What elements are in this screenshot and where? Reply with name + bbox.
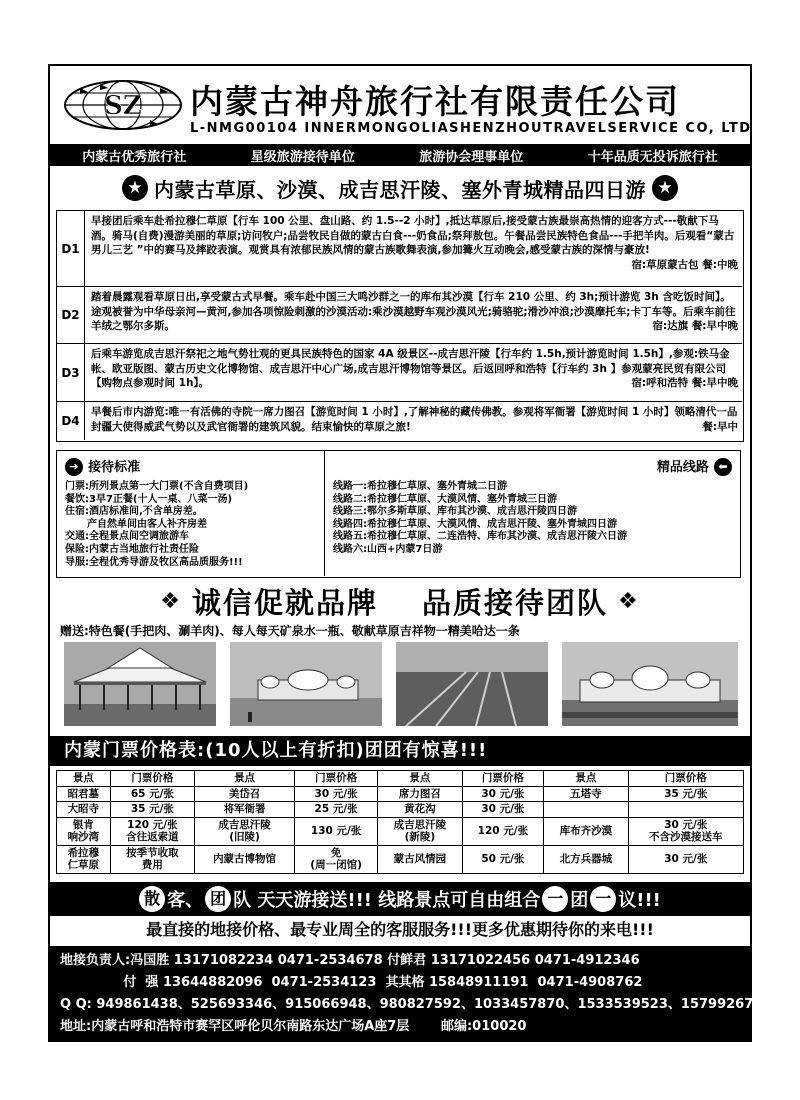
tagline-bar <box>50 144 750 166</box>
table-cell: 120 元/张 <box>462 817 543 845</box>
table-cell: 30 元/张 <box>462 786 543 802</box>
day-label: D3 <box>57 344 85 401</box>
standard-item: 导服:全程优秀导游及牧区高品质服务!!! <box>65 556 243 568</box>
table-cell: 25 元/张 <box>295 802 378 818</box>
table-row <box>57 817 744 845</box>
table-cell: 席力图召 <box>378 786 462 802</box>
day-stay-meals: 宿:呼和浩特 餐:早中晚 <box>631 377 738 389</box>
table-cell: 北方兵器城 <box>544 845 628 873</box>
tagline: 星级旅游接待单位 <box>250 149 355 165</box>
standards-list <box>65 481 248 569</box>
itinerary-table <box>56 210 744 442</box>
svg-text:SZ: SZ <box>104 91 142 121</box>
table-cell: 130 元/张 <box>295 817 378 845</box>
table-cell: 30 元/张 <box>628 845 743 873</box>
standards-heading <box>65 456 140 476</box>
table-header-cell: 景点 <box>57 771 111 787</box>
featured-routes <box>325 451 740 576</box>
transfer-text: 客、 <box>167 890 204 911</box>
circle-char: 一 <box>542 886 568 912</box>
contact-line: 付 强 13644882096 0471-2534123 其其格 15848911191 0471-4908762 <box>60 975 643 990</box>
table-cell: 美岱召 <box>195 786 295 802</box>
tour-title-row <box>50 170 750 206</box>
table-row <box>57 802 744 818</box>
yurt-pavilion-photo <box>64 642 216 726</box>
day-description <box>91 214 738 272</box>
table-cell: 30 元/张 <box>295 786 378 802</box>
route-item: 线路三:鄂尔多斯草原、库布其沙漠、成吉思汗陵四日游 <box>333 506 577 518</box>
table-cell: 蒙古风情园 <box>378 845 462 873</box>
table-cell <box>544 802 628 818</box>
standard-item: 产自然单间由客人补齐房差 <box>87 518 207 530</box>
table-cell: 五塔寺 <box>544 786 628 802</box>
table-cell: 内蒙古博物馆 <box>195 845 295 873</box>
service-slogan: 最直接的地接价格、最专业周全的客服服务!!!更多优惠期待你的来电!!! <box>50 916 750 944</box>
table-cell: 免 (周一闭馆) <box>295 845 378 873</box>
arrow-right-icon: ➔ <box>65 458 83 476</box>
flyer-page <box>48 64 772 1042</box>
table-cell: 银肯 响沙湾 <box>57 817 111 845</box>
company-logo <box>60 76 186 134</box>
table-header-cell: 景点 <box>378 771 462 787</box>
route-item: 线路二:希拉穆仁草原、大漠风情、塞外青城三日游 <box>333 493 557 505</box>
tour-title: 内蒙古草原、沙漠、成吉思汗陵、塞外青城精品四日游 <box>154 177 646 202</box>
day-stay-meals: 宿:达旗 餐:早中晚 <box>652 320 738 332</box>
price-table-title: 内蒙门票价格表:(10人以上有折扣)团团有惊喜!!! <box>50 736 750 766</box>
table-header-cell: 门票价格 <box>462 771 543 787</box>
standard-item: 保险:内蒙古当地旅行社责任险 <box>65 543 199 555</box>
day-description <box>91 405 738 434</box>
day-text: 早接团后乘车赴希拉穆仁草原【行车 100 公里、盘山路、约 1.5--2 小时】,抵达草原后,接受蒙古族最崇高热情的迎客方式---敬献下马酒。骑马(自费)漫游美丽的草原;访问牧户;品尝牧民自做的蒙古白食---奶食品;祭拜敖包。午餐品尝民族特色食品---手把羊肉。后观看“蒙古男儿三艺 ”中的赛马及摔跤表演。观赏具有浓郁民族风情的蒙古族歌舞表演,参加篝火互动晚会,感受蒙古族的深情与豪放! <box>91 215 735 256</box>
diamond-ornament-icon: ❖ <box>160 588 182 614</box>
table-cell: 大昭寺 <box>57 802 111 818</box>
slogan <box>50 581 750 621</box>
diamond-ornament-icon: ❖ <box>618 588 640 614</box>
contact-line: 地接负责人:冯国胜 13171082234 0471-2534678 付鲜君 13171022456 0471-4912346 <box>60 953 640 968</box>
route-item: 线路六:山西+内蒙7日游 <box>333 543 443 555</box>
star-icon: ★ <box>652 175 678 201</box>
table-header-cell: 门票价格 <box>628 771 743 787</box>
price-table-body <box>57 786 744 873</box>
table-header-row <box>57 771 744 787</box>
route-item: 线路五:希拉穆仁草原、二连浩特、库布其沙漠、成吉思汗陵六日游 <box>333 531 627 543</box>
standard-item: 门票:所列景点第一大门票(不含自费项目) <box>65 481 249 492</box>
contact-block <box>50 946 772 1042</box>
table-cell: 成吉思汗陵 (新陵) <box>378 817 462 845</box>
day-stay-meals: 宿:草原蒙古包 餐:中晚 <box>631 258 738 271</box>
company-english-name: L-NMG00104 INNERMONGOLIASHENZHOUTRAVELSERVICE CO, LTD <box>190 121 752 136</box>
routes-list <box>333 481 627 557</box>
table-cell: 将军衙署 <box>195 802 295 818</box>
table-header-cell: 门票价格 <box>295 771 378 787</box>
table-header-cell: 景点 <box>544 771 628 787</box>
day-label: D1 <box>57 211 85 286</box>
table-cell: 35 元/张 <box>110 802 194 818</box>
circle-char: 团 <box>205 886 231 912</box>
table-cell <box>628 802 743 818</box>
transfer-banner <box>50 882 750 916</box>
day-text: 踏着晨露观看草原日出,享受蒙古式早餐。乘车赴中国三大鸣沙群之一的库布其沙漠【行车 210 公里、约 3h;预计游览 3h 含吃饭时间】。途观被誉为中华母亲河—黄河,参加各项惊险刺激的沙漠活动:乘沙漠越野车观沙漠风光;骑骆驼;滑沙冲浪;沙漠摩托车;卡丁车等。后乘车前往羊绒之鄂尔多斯。 <box>91 291 736 332</box>
table-cell: 50 元/张 <box>462 845 543 873</box>
slogan-part: 品质接待团队 <box>422 585 609 620</box>
table-cell: 按季节收取 费用 <box>110 845 194 873</box>
standards-and-routes <box>56 450 741 578</box>
day-description <box>91 290 738 334</box>
day-label: D2 <box>57 287 85 343</box>
slogan-part: 诚信促就品牌 <box>191 585 378 620</box>
standard-item: 住宿:酒店标准间,不含单房差。 <box>65 506 203 518</box>
table-row <box>57 845 744 873</box>
table-cell: 35 元/张 <box>628 786 743 802</box>
table-header-cell: 景点 <box>195 771 295 787</box>
transfer-text: 团 <box>570 890 589 911</box>
itinerary-day <box>57 402 742 440</box>
itinerary-day <box>57 344 742 402</box>
day-stay-meals: 餐:早中 <box>702 420 738 433</box>
table-cell: 黄花沟 <box>378 802 462 818</box>
day-description <box>91 347 738 391</box>
address: 地址:内蒙古呼和浩特市赛罕区呼伦贝尔南路东达广场A座7层 邮编:010020 <box>60 1019 527 1034</box>
standard-item: 餐饮:3早7正餐(十人一桌、八菜一汤) <box>65 493 233 505</box>
tagline: 内蒙古优秀旅行社 <box>82 149 187 165</box>
table-cell: 30 元/张 <box>462 802 543 818</box>
standards-title: 接待标准 <box>88 460 141 475</box>
itinerary-day <box>57 287 742 344</box>
day-text: 早餐后市内游览:唯一有活佛的寺院一席力图召【游览时间 1 小时】,了解神秘的藏传佛教。参观将军衙署【游览时间 1 小时】领略清代一品封疆大使得威武气势以及武官衙署的建筑风貌。结束愉快的草原之旅! <box>91 406 738 433</box>
gift-line: 赠送:特色餐(手把肉、涮羊肉)、每人每天矿泉水一瓶、敬献草原吉祥物一精美哈达一条 <box>60 624 520 638</box>
ticket-price-table <box>56 770 744 874</box>
company-name: 内蒙古神舟旅行社有限责任公司 <box>190 82 680 121</box>
day-text: 后乘车游览成吉思汗祭祀之地气势壮观的更具民族特色的国家 4A 级景区--成吉思汗陵【行车约 1.5h,预计游览时间 1.5h】,参观:铁马金帐、欧亚版图、蒙古历史文化博物馆、成吉思汗中心广场,成吉思汗博物馆等景区。后返回呼和浩特【行车约 3h 】参观蒙亮民贸有限公司【购物点参观时间 1h】。 <box>91 348 730 389</box>
day-label: D4 <box>57 402 85 440</box>
transfer-text: 队 天天游接送!!! 线路景点可自由组合 <box>233 890 541 911</box>
qq-numbers: Q Q: 949861438、525693346、915066948、980827592、1033457870、1533539523、1579926794 <box>60 997 772 1012</box>
genghis-khan-mausoleum-photo <box>562 642 738 726</box>
itinerary-day <box>57 211 742 287</box>
table-cell: 希拉穆 仁草原 <box>57 845 111 873</box>
tagline: 旅游协会理事单位 <box>419 149 524 165</box>
table-header-cell: 门票价格 <box>110 771 194 787</box>
table-cell: 30 元/张 不含沙漠接送车 <box>628 817 743 845</box>
table-row <box>57 786 744 802</box>
mongolian-palace-photo <box>230 642 382 726</box>
route-item: 线路四:希拉穆仁草原、大漠风情、成吉思汗陵、塞外青城四日游 <box>333 518 617 530</box>
circle-char: 散 <box>139 886 165 912</box>
circle-char: 一 <box>590 886 616 912</box>
table-cell: 120 元/张 含往返索道 <box>110 817 194 845</box>
table-cell: 65 元/张 <box>110 786 194 802</box>
transfer-text: 议!!! <box>618 890 661 911</box>
routes-title: 精品线路 <box>656 460 709 475</box>
standard-item: 交通:全程景点间空调旅游车 <box>65 531 189 543</box>
star-icon: ★ <box>122 175 148 201</box>
arrow-left-icon: ⬅ <box>714 458 732 476</box>
table-cell: 成吉思汗陵 (旧陵) <box>195 817 295 845</box>
table-cell: 库布齐沙漠 <box>544 817 628 845</box>
route-item: 线路一:希拉穆仁草原、塞外青城二日游 <box>333 481 507 492</box>
grassland-road-photo <box>396 642 548 726</box>
tagline: 十年品质无投诉旅行社 <box>587 149 718 165</box>
routes-heading <box>657 456 732 476</box>
table-cell: 昭君墓 <box>57 786 111 802</box>
reception-standards <box>57 451 325 576</box>
